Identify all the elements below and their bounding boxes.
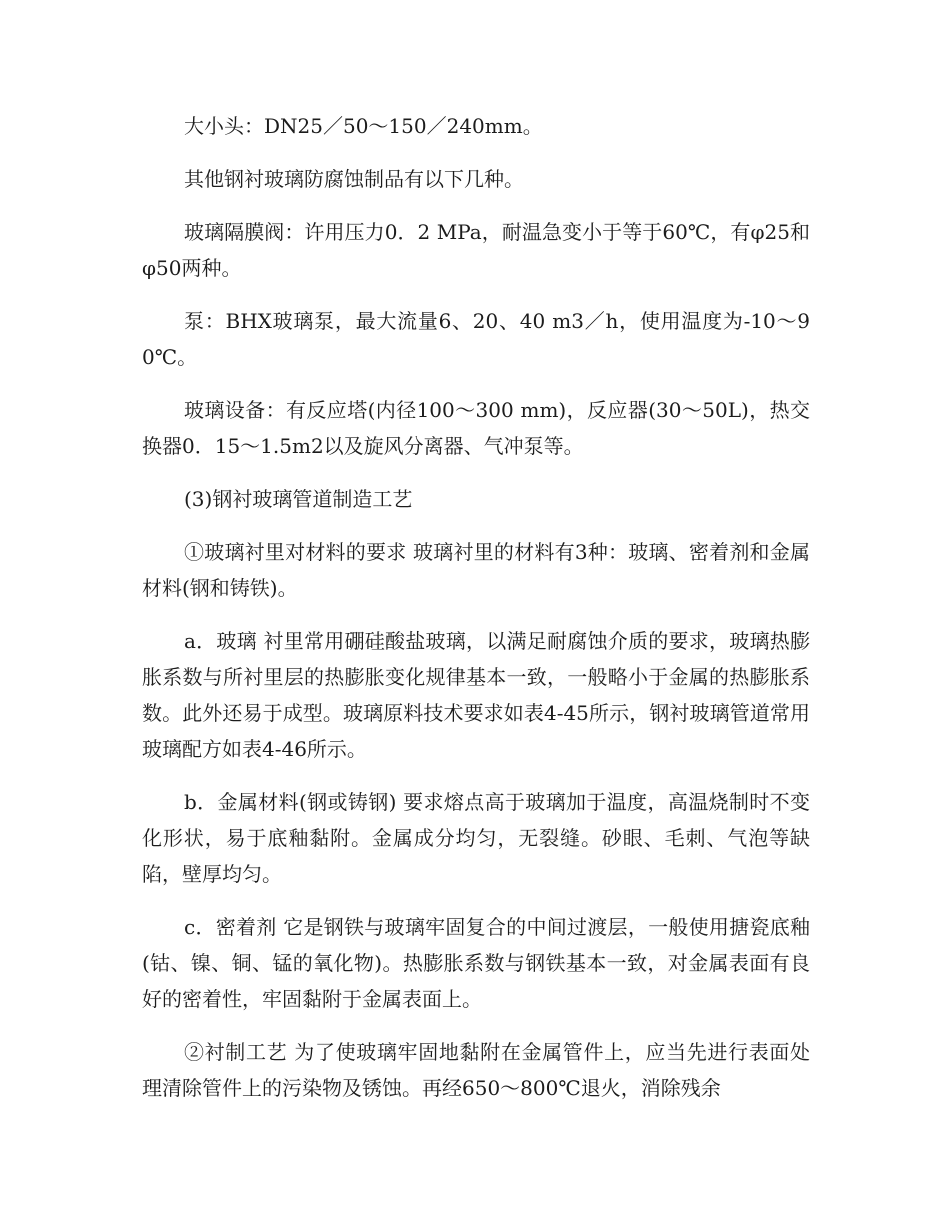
paragraph-material-requirements: ①玻璃衬里对材料的要求 玻璃衬里的材料有3种：玻璃、密着剂和金属材料(钢和铸铁)。	[142, 540, 810, 600]
paragraph-adhesive: c．密着剂 它是钢铁与玻璃牢固复合的中间过渡层，一般使用搪瓷底釉(钴、镍、铜、锰的氧化物)。热膨胀系数与钢铁基本一致，对金属表面有良好的密着性，牢固黏附于金属表面上。	[142, 915, 810, 1011]
document-body	[142, 108, 810, 1106]
paragraph-glass-equipment: 玻璃设备：有反应塔(内径100～300 mm)，反应器(30～50L)，热交换器0．15～1.5m2以及旋风分离器、气冲泵等。	[142, 398, 810, 458]
section-heading-manufacturing: (3)钢衬玻璃管道制造工艺	[184, 487, 413, 511]
paragraph-diaphragm-valve: 玻璃隔膜阀：许用压力0．2 MPa，耐温急变小于等于60℃，有φ25和 φ50两种。	[142, 220, 810, 280]
paragraph-lining-process: ②衬制工艺 为了使玻璃牢固地黏附在金属管件上，应当先进行表面处理清除管件上的污染物及锈蚀。再经650～800℃退火，消除残余	[142, 1040, 810, 1100]
paragraph-reducer-spec: 大小头：DN25／50～150／240mm。	[184, 114, 543, 138]
paragraph-metal-material: b．金属材料(钢或铸钢) 要求熔点高于玻璃加于温度，高温烧制时不变化形状，易于底釉黏附。金属成分均匀，无裂缝。砂眼、毛刺、气泡等缺陷，壁厚均匀。	[142, 790, 810, 886]
paragraph-glass: a．玻璃 衬里常用硼硅酸盐玻璃，以满足耐腐蚀介质的要求，玻璃热膨胀系数与所衬里层的热膨胀变化规律基本一致，一般略小于金属的热膨胀系数。此外还易于成型。玻璃原料技术要求如表4-45所示，钢衬玻璃管道常用玻璃配方如表4-46所示。	[142, 629, 810, 761]
paragraph-other-products-intro: 其他钢衬玻璃防腐蚀制品有以下几种。	[184, 167, 524, 191]
paragraph-glass-pump: 泵：BHX玻璃泵，最大流量6、20、40 m3／h，使用温度为-10～90℃。	[142, 309, 810, 369]
